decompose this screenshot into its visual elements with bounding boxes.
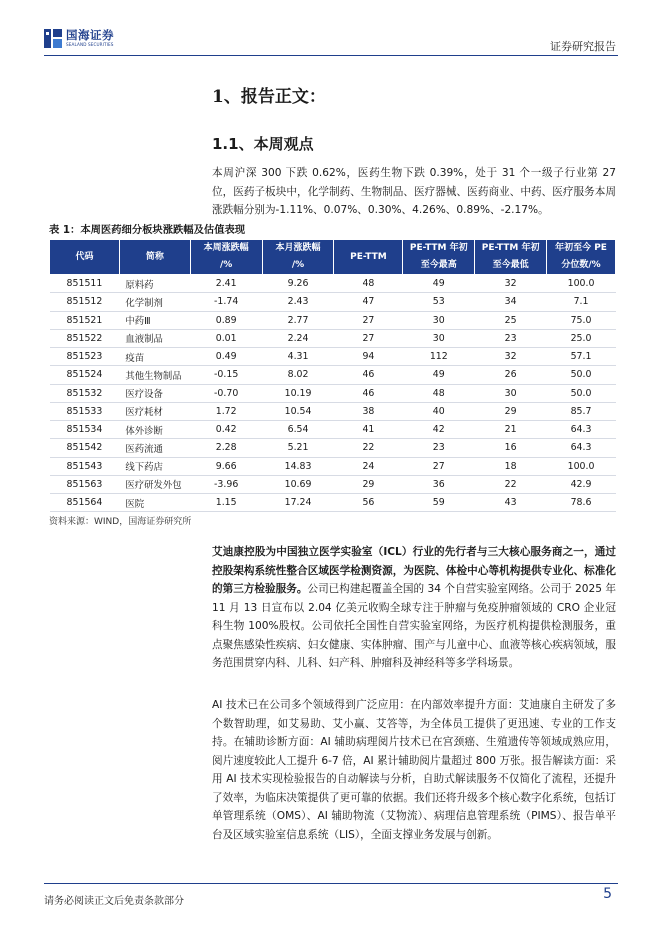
table-cell: 25 xyxy=(475,311,547,329)
table-cell: 46 xyxy=(334,384,403,402)
table-cell: 8.02 xyxy=(262,366,334,384)
table-cell: 64.3 xyxy=(547,421,616,439)
table-cell: 49 xyxy=(403,366,475,384)
table-cell: 42.9 xyxy=(547,475,616,493)
header-month-change: 本月涨跌幅 /% xyxy=(262,240,334,275)
table-cell: 6.54 xyxy=(262,421,334,439)
table-cell: 27 xyxy=(334,329,403,347)
table-cell: 100.0 xyxy=(547,275,616,293)
table-cell: 41 xyxy=(334,421,403,439)
table-cell: 851532 xyxy=(50,384,120,402)
logo-name-cn: 国海证券 xyxy=(66,27,114,42)
table-cell: 22 xyxy=(475,475,547,493)
header-pe-percentile: 年初至今 PE 分位数/% xyxy=(547,240,616,275)
logo xyxy=(44,29,114,48)
table-cell: 14.83 xyxy=(262,457,334,475)
table-cell: 2.24 xyxy=(262,329,334,347)
table-cell: 50.0 xyxy=(547,384,616,402)
header-pe-low: PE-TTM 年初 至今最低 xyxy=(475,240,547,275)
table-cell: 25.0 xyxy=(547,329,616,347)
table-cell: 30 xyxy=(403,311,475,329)
table-cell: 2.43 xyxy=(262,293,334,311)
table-row xyxy=(50,311,616,329)
table-cell: 42 xyxy=(403,421,475,439)
company-paragraph-lead: 艾迪康控股为中国独立医学实验室（ICL）行业的先行者与三大核心服务商之一，通过控股架构系统性整合区域医学检测资源，为医院、体检中心等机构提供专业化、标准化的第三方检验服务。 xyxy=(212,546,616,595)
table-cell: 851543 xyxy=(50,457,120,475)
table-cell: -3.96 xyxy=(190,475,262,493)
table-row xyxy=(50,457,616,475)
table-cell: 112 xyxy=(403,348,475,366)
table-cell: 线下药店 xyxy=(119,457,190,475)
table-row xyxy=(50,293,616,311)
table-cell: 26 xyxy=(475,366,547,384)
table-cell: 7.1 xyxy=(547,293,616,311)
table-cell: 中药Ⅲ xyxy=(119,311,190,329)
table-cell: 0.01 xyxy=(190,329,262,347)
section-heading: 1、报告正文： xyxy=(212,87,326,107)
sector-performance-table xyxy=(49,239,616,512)
table-header-row xyxy=(50,240,616,275)
table-row xyxy=(50,329,616,347)
table-cell: 30 xyxy=(475,384,547,402)
table-cell: 0.89 xyxy=(190,311,262,329)
table-cell: 24 xyxy=(334,457,403,475)
table-cell: 医疗研发外包 xyxy=(119,475,190,493)
table-cell: 5.21 xyxy=(262,439,334,457)
ai-paragraph: AI 技术已在公司多个领域得到广泛应用：在内部效率提升方面：艾迪康自主研发了多个数智助理，如艾易助、艾小赢、艾答等，为全体员工提供了更迅速、专业的工作支持。在辅助诊断方面：AI 辅助病理阅片技术已在宫颈癌、生殖遗传等领域成熟应用，阅片速度较此人工提升 6-7 倍，AI 累计辅助阅片量超过 800 万张。报告解读方面：采用 AI 技术实现检验报告的自动解读与分析，自助式解读服务不仅简化了流程，还提升了效率，为临床决策提供了更可靠的依据。我们还将升级多个核心数字化系统，包括订单管理系统（OMS）、AI 辅助物流（艾物流）、病理信息管理系统（PIMS）、报告单平台及区域实验室信息系统（LIS），全面支撑业务发展与创新。 xyxy=(212,699,616,841)
header-divider xyxy=(44,55,618,56)
table-cell: 851512 xyxy=(50,293,120,311)
table-source: 资料来源：WIND，国海证券研究所 xyxy=(49,517,192,527)
table-cell: 851522 xyxy=(50,329,120,347)
company-paragraph xyxy=(212,543,616,673)
table-cell: 75.0 xyxy=(547,311,616,329)
table-row xyxy=(50,348,616,366)
table-cell: 0.49 xyxy=(190,348,262,366)
subsection-heading: 1.1、本周观点 xyxy=(212,135,314,153)
table-cell: 23 xyxy=(475,329,547,347)
table-cell: 29 xyxy=(334,475,403,493)
table-cell: 49 xyxy=(403,275,475,293)
table-cell: 医院 xyxy=(119,494,190,512)
table-row xyxy=(50,475,616,493)
table-row xyxy=(50,439,616,457)
table-cell: 851564 xyxy=(50,494,120,512)
table-cell: 1.72 xyxy=(190,402,262,420)
table-cell: 原料药 xyxy=(119,275,190,293)
table-cell: 医疗耗材 xyxy=(119,402,190,420)
table-cell: 疫苗 xyxy=(119,348,190,366)
header-pe-ttm: PE-TTM xyxy=(334,240,403,275)
table-cell: 43 xyxy=(475,494,547,512)
table-cell: 23 xyxy=(403,439,475,457)
page-number: 5 xyxy=(603,886,612,902)
table-row xyxy=(50,421,616,439)
table-cell: -0.70 xyxy=(190,384,262,402)
table-cell: 10.54 xyxy=(262,402,334,420)
footer-divider xyxy=(44,883,618,884)
table-cell: 化学制剂 xyxy=(119,293,190,311)
table-cell: 851524 xyxy=(50,366,120,384)
company-paragraph-body: 公司已构建起覆盖全国的 34 个自营实验室网络。公司于 2025 年 11 月 13 日宣布以 2.04 亿美元收购全球专注于肿瘤与免疫肿瘤领域的 CRO 企业冠科生物 100%股权。公司依托全国性自营实验室网络，为医疗机构提供检测服务，重点聚焦感染性疾病、妇女健康、实体肿瘤、围产与儿童中心、血液等核心疾病领域，服务范围贯穿内科、儿科、妇产科、肿瘤科及神经科等多学科场景。 xyxy=(212,583,616,669)
header-week-change: 本周涨跌幅 /% xyxy=(190,240,262,275)
table-cell: 59 xyxy=(403,494,475,512)
table-cell: 2.41 xyxy=(190,275,262,293)
header-name: 简称 xyxy=(119,240,190,275)
table-cell: 57.1 xyxy=(547,348,616,366)
table-cell: 40 xyxy=(403,402,475,420)
footer-disclaimer: 请务必阅读正文后免责条款部分 xyxy=(44,896,184,907)
table-cell: 2.28 xyxy=(190,439,262,457)
table-cell: 10.69 xyxy=(262,475,334,493)
table-cell: 0.42 xyxy=(190,421,262,439)
table-cell: 851542 xyxy=(50,439,120,457)
table-row xyxy=(50,275,616,293)
table-cell: 17.24 xyxy=(262,494,334,512)
table-cell: 100.0 xyxy=(547,457,616,475)
table-cell: 48 xyxy=(334,275,403,293)
table-cell: 851534 xyxy=(50,421,120,439)
table-cell: 其他生物制品 xyxy=(119,366,190,384)
table-cell: 85.7 xyxy=(547,402,616,420)
table-cell: -1.74 xyxy=(190,293,262,311)
table-cell: 30 xyxy=(403,329,475,347)
table-cell: 2.77 xyxy=(262,311,334,329)
document-type: 证券研究报告 xyxy=(550,40,616,53)
table-row xyxy=(50,366,616,384)
table-cell: 27 xyxy=(403,457,475,475)
table-cell: 4.31 xyxy=(262,348,334,366)
table-cell: 10.19 xyxy=(262,384,334,402)
table-cell: 851511 xyxy=(50,275,120,293)
table-cell: 36 xyxy=(403,475,475,493)
table-cell: 50.0 xyxy=(547,366,616,384)
table-cell: 21 xyxy=(475,421,547,439)
table-cell: 18 xyxy=(475,457,547,475)
table-cell: 851523 xyxy=(50,348,120,366)
table-row xyxy=(50,494,616,512)
table-cell: 46 xyxy=(334,366,403,384)
table-cell: 56 xyxy=(334,494,403,512)
table-cell: 851533 xyxy=(50,402,120,420)
table-cell: 1.15 xyxy=(190,494,262,512)
logo-mark-icon xyxy=(44,29,62,48)
table-cell: 78.6 xyxy=(547,494,616,512)
table-cell: 48 xyxy=(403,384,475,402)
table-cell: 38 xyxy=(334,402,403,420)
table-cell: 29 xyxy=(475,402,547,420)
table-cell: 血液制品 xyxy=(119,329,190,347)
table-cell: 94 xyxy=(334,348,403,366)
table-cell: 22 xyxy=(334,439,403,457)
table-cell: 9.66 xyxy=(190,457,262,475)
table-cell: 851521 xyxy=(50,311,120,329)
table-title: 表 1：本周医药细分板块涨跌幅及估值表现 xyxy=(49,224,246,236)
table-cell: 9.26 xyxy=(262,275,334,293)
table-cell: -0.15 xyxy=(190,366,262,384)
table-row xyxy=(50,402,616,420)
table-cell: 47 xyxy=(334,293,403,311)
table-row xyxy=(50,384,616,402)
header-code: 代码 xyxy=(50,240,120,275)
table-cell: 32 xyxy=(475,348,547,366)
intro-paragraph: 本周沪深 300 下跌 0.62%，医药生物下跌 0.39%，处于 31 个一级子行业第 27 位，医药子板块中，化学制药、生物制品、医疗器械、医药商业、中药、医疗服务本周涨跌幅分别为-1.11%、0.07%、0.30%、4.26%、0.89%、-2.17%。 xyxy=(212,167,616,217)
table-cell: 34 xyxy=(475,293,547,311)
table-cell: 32 xyxy=(475,275,547,293)
table-cell: 64.3 xyxy=(547,439,616,457)
table-cell: 851563 xyxy=(50,475,120,493)
table-cell: 16 xyxy=(475,439,547,457)
table-cell: 医药流通 xyxy=(119,439,190,457)
table-cell: 体外诊断 xyxy=(119,421,190,439)
table-cell: 医疗设备 xyxy=(119,384,190,402)
table-cell: 27 xyxy=(334,311,403,329)
logo-name-en: SEALAND SECURITIES xyxy=(66,42,114,48)
table-cell: 53 xyxy=(403,293,475,311)
header-pe-high: PE-TTM 年初 至今最高 xyxy=(403,240,475,275)
